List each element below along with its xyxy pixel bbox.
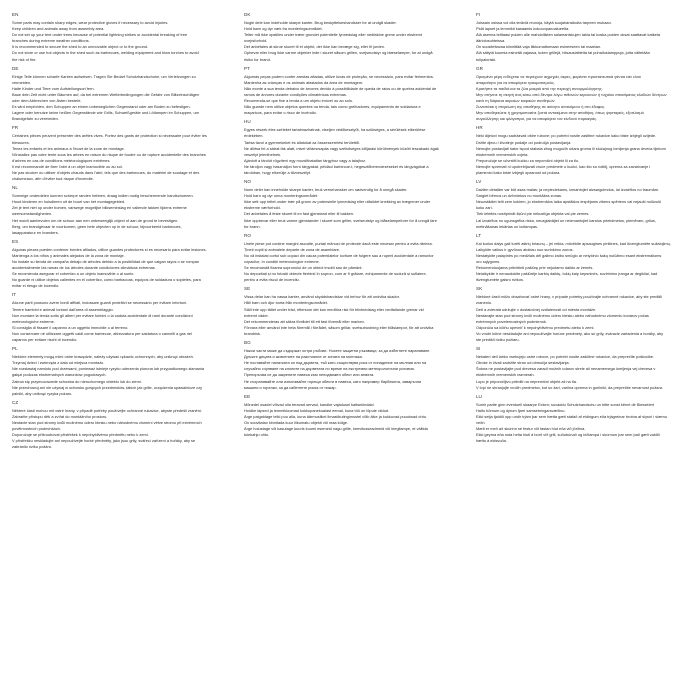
instruction-line: Não guarde nem utilize objetos quentes na tenda, tais como grelhadores, equipamento de soldadura e bbox=[244, 104, 421, 110]
instruction-line: maçaricos, para evitar o risco de incêndio. bbox=[244, 110, 317, 116]
instruction-line: capanno per evitare rischi di incendio. bbox=[12, 337, 78, 343]
instruction-line: V lopi ne shranjujte vročih predmetov, kot so žari, varilna oprema in gorilniki, da preprečite nevarnost požara. bbox=[476, 384, 663, 390]
instruction-line: Ställ inte upp tältet under träd, eftersom det kan medföra risk för blixtnedslag eller nedfallande grenar vid bbox=[244, 306, 424, 312]
instruction-line: brandrisk. bbox=[244, 330, 262, 336]
instruction-line: vermeiden. bbox=[12, 79, 32, 85]
language-code: LT bbox=[476, 232, 482, 238]
instruction-line: Opbevar eller brug ikke varme objekter inde i skuret såsom grillen, svejseudstyr og blæselamper, for at undgå bbox=[244, 50, 433, 56]
instruction-line: Sumir partie ginn eventuell skaarpe Ecken; suvaddu Schutzhandschu un bitte sonst kënnt dir Blesséiert bbox=[476, 401, 654, 407]
instruction-line: Algunas piezas pueden contener bordes afilados, utilice guantes protectores si es necesario para evitar lesiones. bbox=[12, 246, 207, 252]
instruction-line: Håll barn och djur borta från monteringsområdet. bbox=[244, 300, 328, 306]
language-code: IT bbox=[12, 292, 17, 298]
language-section bbox=[476, 12, 688, 63]
instruction-line: Doporučuje se přišroubovat přístřešek k nepohyblivému předmětu nebo k zemi. bbox=[12, 432, 149, 438]
language-code: PL bbox=[12, 346, 18, 352]
instruction-line: meteorologiche estreme. bbox=[12, 318, 55, 324]
language-code: FI bbox=[476, 12, 481, 17]
instruction-line: Ikke oppbevar eller bruk varme gjenstander i skuret som griller, sveiseutstyr og blåselampeforer for å unngå fare bbox=[244, 217, 437, 223]
instruction-line: extremt väder. bbox=[244, 312, 269, 318]
instruction-line: Nestavajte stan pod stromy kvôli možnému úderu blesku alebo náhodnému zlomeniu konárov počas bbox=[476, 312, 649, 318]
instruction-line: Nogle dele kan indeholde skarpe kanter. Brug beskyttelseshandsker for at undgå skader. bbox=[244, 20, 397, 25]
instruction-line: Förvara eller använd inte heta föremål i förrådet, såsom grillar, svetsutrustning eller blåslampor, för att undvika bbox=[244, 324, 434, 330]
instruction-line: Κρατήστε τα παιδιά και τα ζώα μακριά από την περιοχή συναρμολόγησης. bbox=[476, 85, 603, 91]
instruction-line: Deti a zvieratá udržujte v dostatočnej vzdialenosti od miesta montáže. bbox=[476, 306, 597, 312]
instruction-line: κατά τη διάρκεια ακραίων καιρικών συνθηκών. bbox=[476, 98, 556, 104]
instruction-line: Alcune parti possono avere bordi affilati, indossare guanti protettivi se necessario per evitare infortuni. bbox=[12, 300, 188, 306]
instruction-line: Do not store or use hot objects in the shed such as barbecues, welding equipment and blow torches to avoid bbox=[12, 50, 199, 56]
instruction-line: Tiek ieteikts nostiprināt šķūni pie nekustīga objekta vai pie zemes. bbox=[476, 211, 590, 217]
instruction-line: Ne pas stocker ou utiliser d'objets chauds dans l'abri, tels que des barbecues, du matériel de soudage et des bbox=[12, 169, 200, 175]
instruction-line: érdekében. bbox=[244, 133, 264, 139]
instruction-line: Vissa delar kan ha vassa kanter, använd skyddshandskar vid behov för att undvika skador. bbox=[244, 294, 400, 300]
instruction-line: Mælt er með að skúrinn sé festur við fastan hlut eða við jörðina. bbox=[476, 426, 586, 432]
instruction-line: Препоръчва се да закрепите навеса към неподвижен обект или земята. bbox=[244, 372, 375, 378]
instruction-line: Laikykite vaikus ir gyvūnus atokiau nuo surinkimo zonos. bbox=[476, 246, 574, 252]
language-section bbox=[12, 125, 224, 182]
instruction-line: tulekahju ohtu. bbox=[244, 432, 270, 438]
instruction-line: Se recomienda asegurar el cobertizo a un objeto inamovible o al suelo. bbox=[12, 271, 135, 277]
instruction-line: No guarde ni utilice objetos calientes en el cobertizo, como barbacoas, equipos de soldadura o sopletes, para bbox=[12, 277, 201, 283]
language-section bbox=[476, 66, 688, 123]
instruction-line: Nekateri deli lahko vsebujejo ostre robove, po potrebi nosite zaščitne rokavice, da preprečite poškodbe. bbox=[476, 354, 654, 360]
language-code: LV bbox=[476, 179, 482, 185]
instruction-line: Det anbefales å feste skuret til en fast gjenstand eller til bakken. bbox=[244, 211, 355, 217]
instruction-line: Hold børn og dyr væk fra monteringsområdet. bbox=[244, 26, 323, 32]
instruction-line: Hoidke lapsed ja lemmikloomad kokkupanekualast eemal, kuna töö on lõpule viidud. bbox=[244, 407, 390, 413]
instruction-line: copacilor, în condiții meteorologice extreme. bbox=[244, 259, 320, 264]
instruction-line: Nie przechowuj ani nie używaj w schowku gorących przedmiotów, takich jak grille, urządzenia spawalnicze czy bbox=[12, 384, 203, 390]
instruction-line: tárolóban, hogy elkerülje a tűzveszélyt. bbox=[244, 169, 312, 175]
language-section bbox=[244, 286, 456, 337]
instruction-line: Älä asenna telttaasi puiden alle mahdollisten salamaniskujen takia tai koska puiden oksat saattavat katketa bbox=[476, 32, 661, 38]
instruction-line: Nemojte spremati ni upotrebljavati vruće predmete u kućici, kao što su roštilj, oprema za zavarivanje i bbox=[476, 163, 651, 169]
instruction-line: povětrnostních podmínkách. bbox=[12, 426, 61, 432]
instruction-line: On soovitatav kinnitada kuur liikumatu objekti või maa külge. bbox=[244, 419, 349, 425]
instruction-line: Sommige onderdelen kunnen scherpe randen hebben, draag indien nodig beschermende handschoenen. bbox=[12, 193, 194, 199]
instruction-line: Tartsa távol a gyermekeket és állatokat az összeszerelési területtől. bbox=[244, 139, 361, 145]
instruction-line: Es wird empfohlen, den Schuppen an einem unbeweglichen Gegenstand oder am Boden zu befestigen. bbox=[12, 104, 191, 110]
instruction-line: accidentalmente las ramas de los árboles durante condiciones climáticas extremas. bbox=[12, 265, 156, 271]
language-section bbox=[12, 185, 224, 236]
language-section bbox=[244, 394, 456, 439]
language-code: BG bbox=[244, 340, 251, 346]
instruction-line: Lai izvairītos no ugunsgrēka riska, neuzglabājiet un neizmantojiet karstus priekšmetus, piemēram, grilus, bbox=[476, 217, 656, 223]
instruction-line: Ne állítsa fel a sátrat fák alatt, mivel villámcsapás vagy szélsőséges időjárási körülmények között leszakadó ágak bbox=[244, 145, 439, 151]
instruction-line: Berg, om brandgevaar te voorkomen, geen hete objecten op in de schuur, bijvoorbeeld barbecues, bbox=[12, 223, 182, 229]
instruction-line: Dažām detaļām var būt asas malas; ja nepieciešams, izmantojiet aizsargcimdus, lai izvairītos no traumām. bbox=[476, 187, 660, 193]
instruction-line: Recomenda-se que fixe a tenda a um objeto imóvel ou ao solo. bbox=[244, 98, 354, 104]
instruction-line: chalumeaux, afin d'éviter tout risque d'incendie. bbox=[12, 176, 94, 182]
instruction-line: Țineți copiii și animalele departe de zona de asamblare. bbox=[244, 246, 341, 252]
instruction-line: Nu depozitați și nu folosiți obiecte fierbinți în șopron, cum ar fi grătare, echipamente de sudură și suflaiere, bbox=[244, 271, 427, 277]
instruction-line: Do not set up your tent under trees because of potential lightning strikes or accidental breaking of tree bbox=[12, 32, 188, 38]
instruction-line: ste predišli riziku požiaru. bbox=[476, 337, 520, 343]
language-code: RO bbox=[244, 232, 251, 238]
instruction-line: lasapparatuur en branders. bbox=[12, 229, 59, 235]
instruction-line: Niektoré časti môžu obsahovať ostré hrany, v prípade potreby používajte ochranné rukavice, aby ste predišli bbox=[476, 294, 663, 300]
language-section bbox=[12, 346, 224, 397]
instruction-line: hættu á eldsvoða. bbox=[476, 438, 507, 444]
instruction-line: Συνιστάται η στερέωση της αποθήκης σε ακίνητο αντικείμενο ή στο έδαφος. bbox=[476, 104, 606, 110]
instruction-line: Neki dijelovi mogu sadržavati oštre rubove; po potrebi nosite zaštitne rukavice kako biste izbjegli ozljede. bbox=[476, 133, 657, 139]
instruction-line: V přístřešku neskladujte ani nepoužívejte horké předměty, jako jsou grily, svářecí zařízení a hořáky, aby se bbox=[12, 438, 196, 444]
language-section bbox=[476, 346, 688, 391]
language-section bbox=[476, 394, 688, 445]
instruction-line: Не съхранявайте или използвайте горещи обекти в навеса, като например барбекюта, заваръчни bbox=[244, 378, 422, 384]
instruction-line: branches during extreme weather conditions. bbox=[12, 38, 90, 44]
instruction-line: oro sąlygoms. bbox=[476, 259, 501, 264]
language-code: ES bbox=[12, 238, 19, 244]
instruction-line: blessures. bbox=[12, 139, 30, 145]
instruction-line: Някои части може да съдържат остри ръбове. Носете защитни ръкавици, за да избегнете нараняване. bbox=[244, 348, 431, 354]
language-section bbox=[476, 286, 688, 343]
instruction-line: risiko for brand. bbox=[244, 56, 271, 62]
language-section bbox=[244, 179, 456, 230]
instruction-line: Preporučuje se učvrstiti kućicu za nepomični objekt ili za tlo. bbox=[476, 157, 580, 163]
instruction-line: Nestavte stan pod stromy kvůli možnému úderu blesku nebo náhodnému zlomení větve stromu při extrémních bbox=[12, 419, 202, 425]
language-column bbox=[476, 12, 688, 690]
language-section bbox=[476, 179, 688, 230]
instruction-line: Nestatykite palapinės po medžiais dėl galimo žaibo smūgio ar netyčinio šakų nulūžimo esant ekstremalioms bbox=[476, 252, 662, 258]
language-code: SE bbox=[244, 286, 251, 292]
instruction-line: Mõnedel osadel võivad olla teravad servad, kandke vajadusel kaitsekindaid. bbox=[244, 401, 375, 407]
instruction-line: Lopo je priporočljivo pritrditi na nepremični objekt ali na tla. bbox=[476, 378, 577, 384]
language-section bbox=[244, 66, 456, 117]
instruction-line: Nie rozstawiaj namiotu pod drzewami, ponieważ istnieje ryzyko uderzenia pioruna lub przypadkowego złamania bbox=[12, 366, 205, 372]
instruction-line: Einige Teile können scharfe Kanten aufweisen. Tragen Sie Bedarf Schutzhandschuhe, um Verletzungen zu bbox=[12, 73, 196, 79]
instruction-line: Älä säilytä kuumia esineitä vajassa, kuten grillejä, hitsauslaitteita tai puhalluslamppuja, jotta vältetään bbox=[476, 50, 650, 56]
instruction-line: Zet je tent niet op onder bomen, vanwege mogelijke blikseminslag en vallende takken tijdens extreme bbox=[12, 205, 187, 211]
instruction-line: Ärge hoiustage või kasutage kuuris kuumi esemeid nagu grille, keevitusseadmeid või leegilampe, et vältida bbox=[244, 426, 428, 432]
instruction-line: for brann. bbox=[244, 223, 261, 229]
instruction-line: Ορισμένα μέρη ενδέχεται να περιέχουν αιχμηρές άκρες, φορέστε προστατευτικά γάντια εάν είναι bbox=[476, 73, 641, 79]
instruction-line: Het wordt aanbevolen om de schuur aan een onbeweeglijk object of aan de grond te bevestigen. bbox=[12, 217, 179, 223]
instruction-line: Vo vnútri kôlne neskladujte ani nepoužívajte horúce predmety, ako sú grily, zváracie zariadenia a horáky, aby bbox=[476, 330, 664, 336]
instruction-line: Дръжте децата и животните на разстояние от зоната на монтажа. bbox=[244, 354, 363, 360]
instruction-line: On suositeltavaa kiinnittää vaja liikkumattomaan esineeseen tai maahan. bbox=[476, 44, 602, 50]
instruction-line: koku zari. bbox=[476, 205, 493, 211]
language-code: CZ bbox=[12, 399, 19, 405]
instruction-line: palniki, aby uniknąć ryzyka pożaru. bbox=[12, 390, 73, 396]
instruction-line: Lagere oder benutze keine heißen Gegenstände wie Grills, Schweißgeräte und Lötlampen im Schuppen, um bbox=[12, 110, 199, 116]
instruction-line: Tenere bambini e animali lontani dall'area di assemblaggio. bbox=[12, 306, 114, 312]
instruction-line: No instale su tienda de campaña debajo de árboles debido a la posibilidad de que caigan rayos o se rompan bbox=[12, 259, 200, 264]
instruction-line: išvengtumėte gaisro rizikos. bbox=[476, 277, 525, 283]
language-code: EN bbox=[12, 12, 19, 17]
instruction-line: Ekki geyma eða nota heita hluti á borð við grill, suðubúnað og lóðlampa í skúrnum þar sem það gæti valdið bbox=[476, 432, 660, 438]
instruction-line: Ekki setja tjaldið upp undir trjám þar sem hætta gæti stafað af eldingum eða trjágreinar brotna af slysni í slæmu bbox=[476, 413, 667, 419]
language-code: NL bbox=[12, 185, 18, 191]
instruction-line: Šotora ne postavljajte pod drevesa zaradi možnih udarov strele ali nenamernega lomljenja vej drevesa v bbox=[476, 366, 656, 372]
language-code: PT bbox=[244, 65, 250, 71]
language-code: FR bbox=[12, 125, 19, 131]
instruction-line: zraneniu. bbox=[476, 300, 493, 306]
instruction-line: plamenici kako biste izbjegli opasnost od požara. bbox=[476, 169, 561, 175]
instruction-line: Některé části mohou mít ostré hrany, v případě potřeby používejte ochranné rukavice, abyste předešli zranění. bbox=[12, 407, 203, 413]
instruction-line: Non montare la tenda sotto gli alberi per evitare fulmini o la caduta accidentale di rami durante condizioni bbox=[12, 312, 193, 318]
instruction-line: Ikke sett opp teltet under trær på grunn av potensielle lynnedslag eller utilsiktet knekking av trægrener under bbox=[244, 199, 431, 205]
instruction-line: Niektóre elementy mogą mieć ostre krawędzie, należy używać rękawic ochronnych, aby uniknąć obrażeń. bbox=[12, 354, 194, 360]
instruction-line: Hold barn og dyr unna monteringsområdet. bbox=[244, 193, 319, 199]
instruction-line: pentru a evita riscul de incendiu. bbox=[244, 277, 300, 283]
language-column bbox=[12, 12, 224, 690]
instruction-line: Kai kurios dalys gali turėti aštrių briaunų – jei reikia, mūvėkite apsaugines pirštines, kad išvengtumėte sužalojimų. bbox=[476, 240, 671, 246]
instruction-line: Se recomandă fixarea șopronului de un obiect imobil sau de pământ. bbox=[244, 265, 363, 271]
instruction-line: Sargiet bērnus un dzīvniekus no montāžas zonas. bbox=[476, 193, 563, 199]
language-section bbox=[12, 12, 224, 63]
instruction-line: Brandgefahr zu vermeiden. bbox=[12, 116, 59, 122]
instruction-line: ramos de árvores durante condições climatéricas extremas. bbox=[244, 91, 347, 97]
instruction-line: Otroke in živali zadržite stran od območja sestavljanja. bbox=[476, 360, 570, 366]
language-code: HR bbox=[476, 125, 483, 131]
instruction-line: Mantenha as crianças e os animais afastados da área de montagem. bbox=[244, 79, 364, 85]
instruction-line: ekstreme værforhold. bbox=[244, 205, 281, 211]
instruction-line: Ärge paigaldage telki puu alla, kuna äärmuslikel ilmastikutingimustel võib äike ja kukkuvad puuoksad ohtu. bbox=[244, 413, 427, 419]
language-section bbox=[476, 233, 688, 284]
language-section bbox=[12, 292, 224, 343]
instruction-line: Certaines pièces peuvent présenter des arêtes vives. Portez des gants de protection si nécessaire pour éviter les bbox=[12, 133, 207, 139]
instruction-line: Telter må ikke opstilles under træer grundet potentielle lynnedslag eller nedfaldne grene under ekstremt bbox=[244, 32, 422, 38]
instruction-line: Egyes részek éles széleket tartalmazhatnak, viseljen védőkesztyűt, ha szükséges, a sérülések elkerülése bbox=[244, 127, 426, 133]
instruction-line: Držite djecu i životinje podalje od područja postavljanja. bbox=[476, 139, 572, 145]
language-code: SK bbox=[476, 286, 483, 292]
instruction-line: Neuzstādiet telti zem kokiem, jo ekstremālos laika apstākļos iespējams zibens spēriens vai nejauši nolūzuši bbox=[476, 199, 661, 205]
instruction-line: oder dem Abbrechen von Ästen besteht. bbox=[12, 98, 82, 104]
language-code: SI bbox=[476, 346, 481, 352]
instruction-line: Det anbefales at skruе skuret til et objekt, der ikke kan bevæge sig, eller til jorden. bbox=[244, 44, 385, 50]
language-section bbox=[476, 125, 688, 176]
instruction-line: N'installez pas votre tente sous les arbres en raison du risque de foudre ou de rupture accidentelle des branches bbox=[12, 151, 206, 157]
language-code: HU bbox=[244, 119, 251, 125]
instruction-line: Rekomenduojama pritvirtinti pašiūrę prie nejudamo daikto ar žemės. bbox=[476, 265, 594, 271]
language-section bbox=[244, 119, 456, 176]
instruction-line: Μην αποθηκεύετε ή χρησιμοποιείτε ζεστά αντικείμενα στην αποθήκη, όπως ψησταριές, εξοπλισμό bbox=[476, 110, 644, 116]
instruction-line: tulipaloriski. bbox=[476, 56, 497, 62]
instruction-line: extrémnych poveternostných podmienok. bbox=[476, 318, 547, 324]
instruction-line: uvejrsforhold. bbox=[244, 38, 268, 44]
instruction-line: Nu vă instalați cortul sub copaci din cauza potențialelor loviture de fulgere sau a ruperii accidentale a ramurilor bbox=[244, 252, 434, 258]
instruction-line: veszélyt jelenthetnek. bbox=[244, 151, 282, 157]
instruction-line: ekstremnih vremenskih razmerah. bbox=[476, 372, 535, 378]
language-code: DK bbox=[244, 12, 251, 17]
instruction-line: Unele piese pot conține margini ascuțite, purtați mănuși de protecție dacă este necesar pentru a evita rănirea. bbox=[244, 240, 433, 246]
instruction-line: ääriolosuhteissa. bbox=[476, 38, 506, 44]
instruction-line: Non conservare né utilizzare oggetti caldi come barbecue, attrezzatura per saldatura o cannelli a gas nel bbox=[12, 330, 192, 336]
instruction-line: Haltu börnum og dýrum fjarri samsetningarsvæðinu. bbox=[476, 407, 566, 413]
instruction-line: случайно счупване на клоните на дърветата по време на екстремни метеорологични условия. bbox=[244, 366, 415, 372]
language-section bbox=[244, 12, 456, 63]
language-section bbox=[244, 233, 456, 284]
instruction-line: gałęzi podczas ekstremalnych warunków pogodowych. bbox=[12, 372, 107, 378]
instruction-line: Si consiglia di fissare il capanno a un oggetto immobile o al terreno. bbox=[12, 324, 129, 330]
instruction-line: metināšanas iekārtas un lodlampas. bbox=[476, 223, 539, 229]
instruction-line: Halte Kinder und Tiere vom Aufstellungsort fern. bbox=[12, 85, 95, 91]
language-code: DE bbox=[12, 65, 19, 71]
instruction-line: Baue dein Zelt nicht unter Bäumen auf, da bei extremen Wetterbedingungen die Gefahr von Blitzeinschlägen bbox=[12, 91, 200, 97]
instruction-line: veðri. bbox=[476, 419, 486, 425]
instruction-line: Não monte a sua tenda debaixo de árvores devido à possibilidade de queda de raios ou de quebra acidental de bbox=[244, 85, 437, 91]
instruction-line: Keep children and animals away from assembly area. bbox=[12, 26, 105, 32]
instruction-line: Ne tároljon vagy használjon forró tárgyakat, például barbecue-t, hegesztőberendezéseket és lángvágókat a bbox=[244, 163, 429, 169]
instruction-line: Zaleca się przymocowanie schowka do nieruchomego obiektu lub do ziemi. bbox=[12, 378, 142, 384]
instruction-line: Houd kinderen en huisdieren uit de buurt van het montagegebied. bbox=[12, 199, 126, 205]
instruction-line: d'arbres en cas de conditions météorologiques extrêmes. bbox=[12, 157, 111, 163]
language-code: EE bbox=[244, 393, 251, 399]
instruction-line: Mantenga a los niños y animales alejados de la zona de montaje. bbox=[12, 252, 125, 258]
instruction-line: Tenez les enfants et les animaux à l'écart de la zone de montage. bbox=[12, 145, 125, 151]
instruction-line: evitar el riesgo de incendio. bbox=[12, 283, 60, 289]
instruction-line: Odporúča sa kôlňu upevniť k nepohyblivému predmetu alebo k zemi. bbox=[476, 324, 595, 330]
language-code: LU bbox=[476, 393, 482, 399]
instruction-line: Nemojte postavljati šator ispod stabala zbog mogućih udara groma ili slučajnog lomljenja grana drveća tijekom bbox=[476, 145, 666, 151]
instruction-line: Nelaikykite ir nenaudokite pašiūrėje karštų daiktų, tokių kaip kepsninės, suvirinimo įranga ar degikliai, kad bbox=[476, 271, 658, 277]
instruction-line: Det rekommenderas att säkra förrådet till ett fast föremål eller marken. bbox=[244, 318, 365, 324]
instruction-line: συγκόλλησης και φλόγιστρα, για να αποφύγετε τον κίνδυνο πυρκαγιάς. bbox=[476, 116, 598, 122]
instruction-line: Some parts may contain sharp edges, wear protective gloves if necessary to avoid injuries. bbox=[12, 20, 169, 25]
instruction-line: Pidä lapset ja lemmikit kasaamis kokoonpanoalueelta. bbox=[476, 26, 570, 32]
language-section bbox=[12, 239, 224, 290]
instruction-line: Μην στήνετε τη σκηνή σας κάτω από δέντρα λόγω πιθανών κεραυνών ή τυχαίου σπασίματος κλαδιών δέντρων bbox=[476, 91, 667, 97]
instruction-line: Noen deler kan inneholde skarpe kanter, bruk vernehansker om nødvendig for å unngå skader. bbox=[244, 187, 408, 193]
language-column bbox=[244, 12, 456, 690]
instruction-line: Joissain osissa voi olla teräviä reunoja, käytä suojahansikoita tarpeen mukaan. bbox=[476, 20, 612, 25]
language-section bbox=[244, 340, 456, 391]
instruction-line: zabránilo riziku požáru. bbox=[12, 444, 53, 450]
instruction-line: Algumas peças podem conter arestas afiadas, utilize luvas de proteção, se necessário, para evitar ferimentos. bbox=[244, 73, 434, 79]
instruction-line: It is recommended to secure the shed to an unmovable object or to the ground. bbox=[12, 44, 149, 50]
language-code: GR bbox=[476, 65, 483, 71]
instruction-line: Trzymaj dzieci i zwierzęta z dala od miejsca montażu. bbox=[12, 360, 105, 366]
language-code: NO bbox=[244, 179, 251, 185]
instruction-line: the risk of fire. bbox=[12, 56, 37, 62]
instruction-line: Zabraňte přístupu dětí a zvířat do montážního prostoru. bbox=[12, 413, 108, 419]
instruction-line: Il est recommandé de fixer l'abri à un objet inamovible ou au sol. bbox=[12, 163, 123, 169]
language-section bbox=[12, 66, 224, 123]
instruction-line: Не поставяйте палатката си под дървета, тъй като съществува риск от попадение на мълния или на bbox=[244, 360, 427, 366]
instruction-line: απαραίτητο για να αποφύγετε τραυματισμούς. bbox=[476, 79, 555, 85]
instruction-line: ekstremnih vremenskih uvjeta. bbox=[476, 151, 529, 157]
instruction-line: машини и горелки, за да избегнете риска от пожар. bbox=[244, 384, 337, 390]
instruction-line: weersomstandigheden. bbox=[12, 211, 53, 217]
language-section bbox=[12, 400, 224, 451]
instruction-line: Ajánlott a tárolót rögzíteni egy mozdíthatatlan tárgyhoz vagy a talajhoz. bbox=[244, 157, 367, 163]
